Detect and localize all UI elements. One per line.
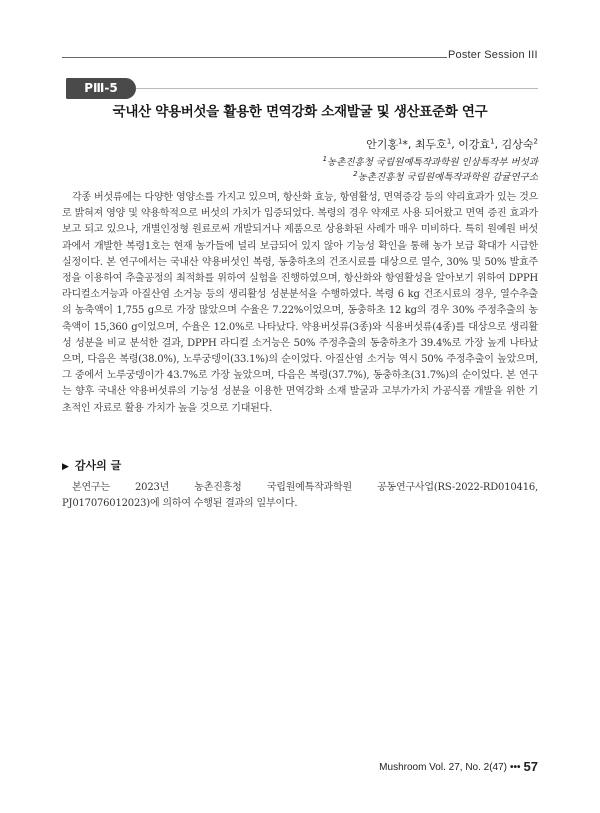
author-name: 이강효 [458, 138, 491, 151]
affiliation-sup: 1 [322, 154, 328, 163]
author-sup: 2 [533, 137, 538, 146]
affiliation-sup: 2 [353, 169, 358, 178]
page-footer [379, 759, 538, 774]
poster-badge: PⅢ-5 [66, 78, 136, 99]
acknowledgment-body: 본연구는 2023년 농촌진흥청 국립원예특작과학원 공동연구사업(RS-2022-RD010416, PJ017076012023)에 의하여 수행된 결과의 일부이다. [62, 482, 538, 510]
header-rule [62, 57, 447, 58]
acknowledgment-heading [62, 457, 121, 473]
journal-citation: Mushroom Vol. 27, No. 2(47) [379, 762, 508, 773]
affiliation-1 [323, 154, 538, 168]
author-name: 김상숙 [501, 138, 534, 151]
acknowledgment-title: 감사의 글 [74, 459, 122, 472]
author-list: 안기홍$^1$*, 최두호$^1$, 이강효$^1$, 김상숙$^2$ [366, 137, 538, 151]
triangle-bullet-icon: ▶ [62, 462, 69, 472]
page-number: 57 [523, 759, 538, 774]
affiliation-text: 농촌진흥청 국립원예특작과학원 감귤연구소 [357, 172, 538, 183]
corresponding-mark: * [402, 138, 408, 151]
author-sup: 1 [397, 137, 403, 146]
abstract-body: 각종 버섯류에는 다양한 영양소를 가지고 있으며, 항산화 효능, 항염활성, 면역증강 등의 약리효과가 있는 것으로 밝혀져 영양 및 약용학적으로 버섯의 가치가 입증되었다. 복령의 경우 약재로 사용 되어왔고 면역 증진 효과가 보고 되고 있으나, 개별인정형 원료로써 개발되거나 제품으로 상용화된 사례가 매우 미비하다. 특히 원예원 버섯과에서 개발한 복령1호는 현재 농가들에 널리 보급되어 있지 않아 기능성 확인을 통해 농가 보급 확대가 시급한 실정이다. 본 연구에서는 국내산 약용버섯인 복령, 동충하초의 건조시료를 대상으로 열수, 30% 및 50% 발효주정을 이용하여 추출공정의 최적화를 위하여 실험을 진행하였으며, 항산화와 항염활성을 알아보기 위하여 DPPH 라디컬소거능과 아질산염 소거능 등의 생리활성 성분분석을 수행하였다. 복령 6 kg 건조시료의 경우, 열수추출의 농축액이 1,755 g으로 가장 많았으며 수율은 7.22%이었으며, 동충하초 12 kg의 경우 30% 주정추출의 농축액이 15,360 g이었으며, 수율은 12.0%로 나타났다. 약용버섯류(3종)와 식용버섯류(4종)를 대상으로 생리활성 성분을 비교 분석한 결과, DPPH 라디컬 소거능은 50% 주정추출의 동충하초가 39.4%로 가장 높게 나타났으며, 다음은 복령(38.0%), 노루궁뎅이(33.1%)의 순이었다. 아질산염 소거능 역시 50% 주정추출이 높았으며, 그 중에서 노루궁뎅이가 43.7%로 가장 높았으며, 다음은 복령(37.7%), 동충하초(31.7%)의 순이었다. 본 연구는 향후 국내산 약용버섯류의 기능성 성분을 이용한 면역강화 소재 발굴과 고부가가치 가공식품 개발을 위한 기초적인 자료로 활용 가치가 높을 것으로 기대된다. [62, 192, 538, 414]
session-label: Poster Session III [448, 49, 538, 61]
paper-title: 국내산 약용버섯을 활용한 면역강화 소재발굴 및 생산표준화 연구 [112, 104, 488, 120]
footer-dots: ••• [510, 762, 521, 773]
badge-rule [136, 88, 538, 89]
author-name: 최두호 [414, 138, 447, 151]
affiliation-text: 농촌진흥청 국립원예특작과학원 인삼특작부 버섯과 [327, 157, 538, 168]
author-sup: 1 [446, 137, 452, 146]
affiliation-2 [353, 169, 538, 183]
author-name: 안기홍 [366, 138, 398, 151]
author-sup: 1 [490, 137, 495, 146]
